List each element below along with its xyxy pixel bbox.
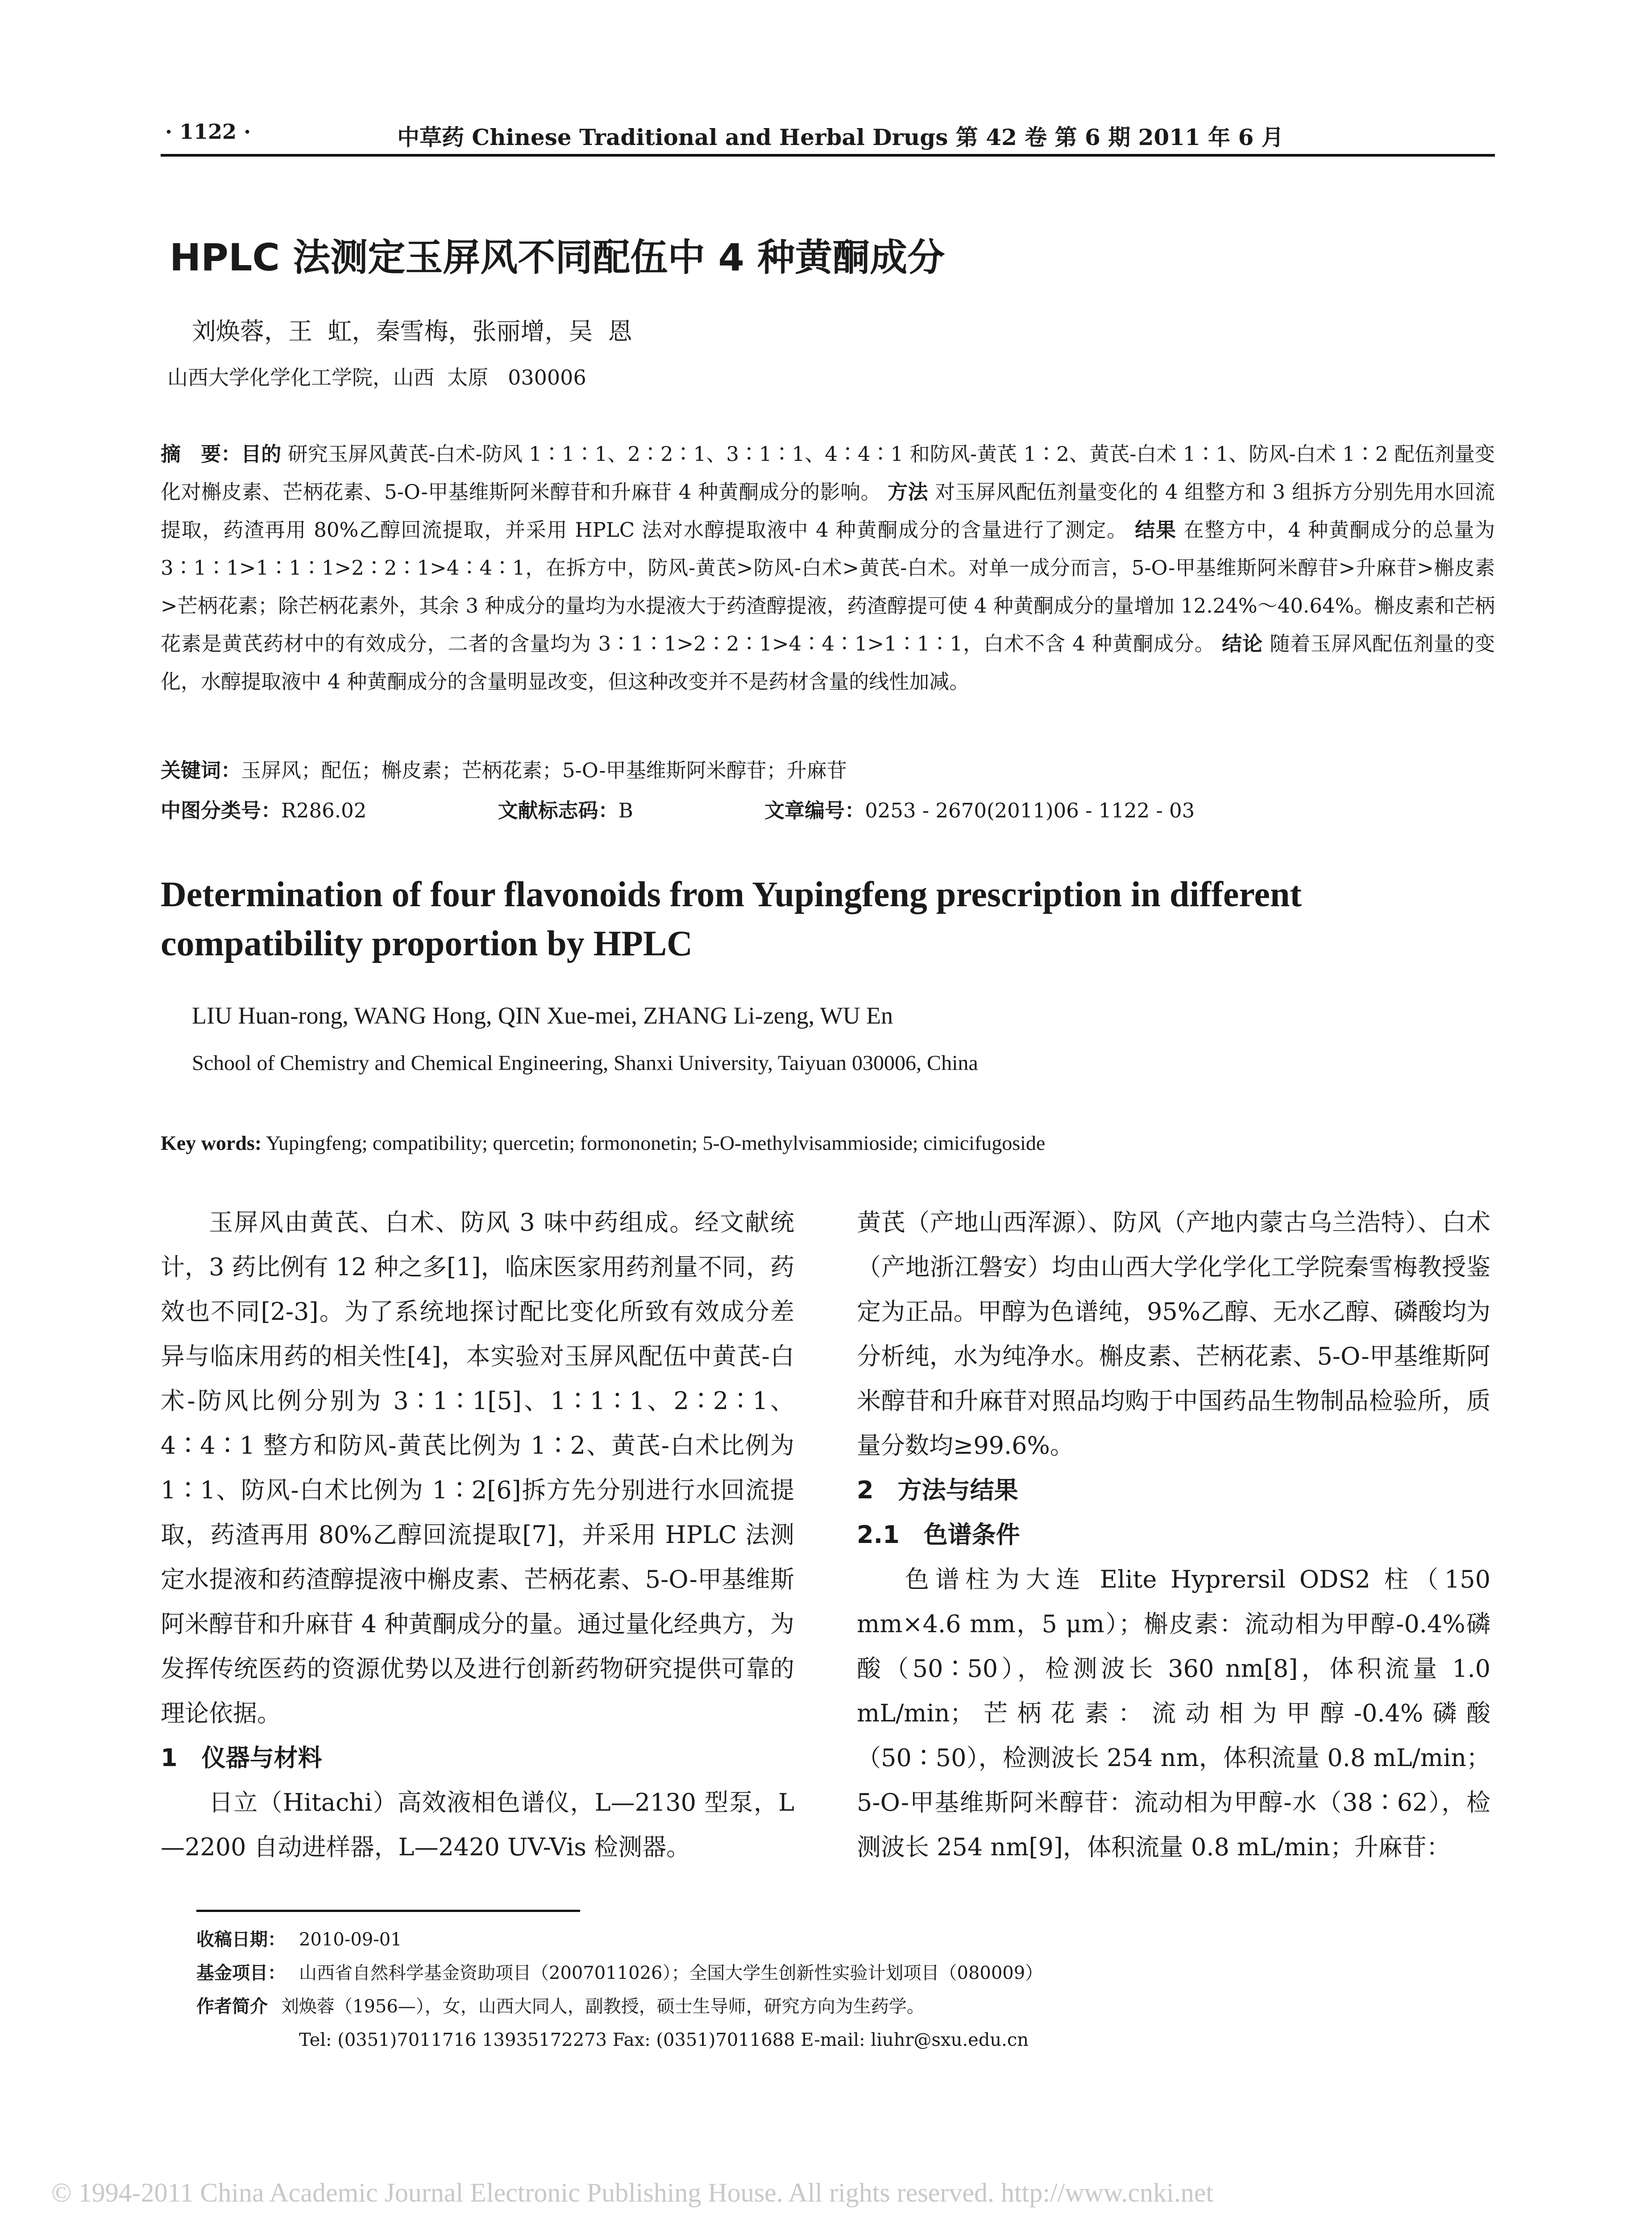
doc-code-value: B [618, 799, 633, 822]
chromatography-paragraph: 色谱柱为大连 Elite Hyprersil ODS2 柱（150 mm×4.6 mm，5 μm）；槲皮素：流动相为甲醇-0.4%磷酸（50∶50），检测波长 360 nm[8]，体积流量 1.0 mL/min；芒柄花素：流动相为甲醇-0.4%磷酸（50∶50），检测波长 254 nm，体积流量 0.8 mL/min；5-O-甲基维斯阿米醇苷：流动相为甲醇-水（38∶62），检测波长 254 nm[9]，体积流量 0.8 mL/min；升麻苷： [857, 1565, 1490, 1861]
doc-code-label: 文献标志码： [498, 799, 618, 822]
classification-line [161, 794, 1320, 823]
method-label: 方法 [888, 480, 929, 504]
section-heading-2: 2 方法与结果 [857, 1476, 1018, 1504]
copyright-notice: © 1994-2011 China Academic Journal Electronic Publishing House. All rights reserved. http://www.cnki.net [51, 2178, 1214, 2207]
materials-paragraph: 黄芪（产地山西浑源）、防风（产地内蒙古乌兰浩特）、白术（产地浙江磐安）均由山西大学化学化工学院秦雪梅教授鉴定为正品。甲醇为色谱纯，95%乙醇、无水乙醇、磷酸均为分析纯，水为纯净水。槲皮素、芒柄花素、5-O-甲基维斯阿米醇苷和升麻苷对照品均购于中国药品生物制品检验所，质量分数均≥99.6%。 [857, 1208, 1490, 1460]
footnotes [196, 1923, 1490, 2057]
result-text: 在整方中，4 种黄酮成分的总量为 3∶1∶1>1∶1∶1>2∶2∶1>4∶4∶1，在拆方中，防风-黄芪>防风-白术>黄芪-白术。对单一成分而言，5-O-甲基维斯阿米醇苷>升麻苷>槲皮素>芒柄花素；除芒柄花素外，其余 3 种成分的量均为水提液大于药渣醇提液，药渣醇提可使 4 种黄酮成分的量增加 12.24%～40.64%。槲皮素和芒柄花素是黄芪药材中的有效成分，二者的含量均为 3∶1∶1>2∶2∶1>4∶4∶1>1∶1∶1，白术不含 4 种黄酮成分。 [161, 518, 1495, 655]
author-bio [196, 1990, 1490, 2024]
fund-label: 基金项目： [196, 1963, 286, 1983]
result-label: 结果 [1135, 518, 1177, 542]
section-heading-2-1: 2.1 色谱条件 [857, 1521, 1020, 1549]
received-label: 收稿日期： [196, 1929, 286, 1950]
conclusion-text: 随着玉屏风配伍剂量的变化，水醇提取液中 4 种黄酮成分的含量明显改变，但这种改变并不是药材含量的线性加减。 [161, 632, 1495, 693]
author-bio-label: 作者简介 [196, 1996, 268, 2017]
keywords-chinese [161, 754, 847, 783]
abstract-chinese [161, 435, 1495, 701]
header-rule [161, 154, 1495, 157]
section-heading-1: 1 仪器与材料 [161, 1744, 322, 1772]
funding [196, 1957, 1490, 1990]
keywords-text: 玉屏风；配伍；槲皮素；芒柄花素；5-O-甲基维斯阿米醇苷；升麻苷 [241, 759, 847, 782]
title-english: Determination of four flavonoids from Yupingfeng prescription in different compatibility proportion by HPLC [161, 875, 1302, 963]
title-chinese: HPLC 法测定玉屏风不同配伍中 4 种黄酮成分 [170, 236, 945, 279]
affiliation-chinese: 山西大学化学化工学院，山西 太原 030006 [167, 365, 586, 390]
keywords-en-label: Key words: [161, 1132, 262, 1154]
abstract-label: 摘 要： [161, 442, 241, 466]
keywords-english [161, 1131, 1045, 1155]
article-number-value: 0253 - 2670(2011)06 - 1122 - 03 [865, 799, 1195, 822]
keywords-label: 关键词： [161, 759, 241, 782]
instrument-paragraph: 日立（Hitachi）高效液相色谱仪，L—2130 型泵，L—2200 自动进样器，L—2420 UV-Vis 检测器。 [161, 1788, 794, 1861]
clc-label: 中图分类号： [161, 799, 282, 822]
keywords-en-text: Yupingfeng; compatibility; quercetin; formononetin; 5-O-methylvisammioside; cimicifugoside [266, 1132, 1046, 1154]
authors-english: LIU Huan-rong, WANG Hong, QIN Xue-mei, ZHANG Li-zeng, WU En [192, 1002, 893, 1029]
clc-value: R286.02 [281, 799, 367, 822]
body-column-left [161, 1200, 794, 1870]
body-column-right [857, 1200, 1490, 1870]
objective-label: 目的 [241, 442, 282, 466]
objective-text: 研究玉屏风黄芪-白术-防风 1∶1∶1、2∶2∶1、3∶1∶1、4∶4∶1 和防风-黄芪 1∶2、黄芪-白术 1∶1、防风-白术 1∶2 配伍剂量变化对槲皮素、芒柄花素、5-O-甲基维斯阿米醇苷和升麻苷 4 种黄酮成分的影响。 [161, 442, 1495, 504]
footnote-rule [196, 1910, 580, 1912]
page-number: · 1122 · [165, 120, 251, 144]
article-number-label: 文章编号： [764, 799, 865, 822]
conclusion-label: 结论 [1222, 632, 1263, 655]
method-text: 对玉屏风配伍剂量变化的 4 组整方和 3 组拆方分别先用水回流提取，药渣再用 80%乙醇回流提取，并采用 HPLC 法对水醇提取液中 4 种黄酮成分的含量进行了测定。 [161, 480, 1495, 542]
contact-line: Tel: (0351)7011716 13935172273 Fax: (0351)7011688 E-mail: liuhr@sxu.edu.cn [299, 2030, 1029, 2050]
author-bio-value: 刘焕蓉（1956—），女，山西大同人，副教授，硕士生导师，研究方向为生药学。 [281, 1996, 925, 2017]
authors-chinese: 刘焕蓉，王 虹，秦雪梅，张丽增，吴 恩 [192, 317, 632, 345]
intro-paragraph: 玉屏风由黄芪、白术、防风 3 味中药组成。经文献统计，3 药比例有 12 种之多[1]，临床医家用药剂量不同，药效也不同[2-3]。为了系统地探讨配比变化所致有效成分差异与临床用药的相关性[4]，本实验对玉屏风配伍中黄芪-白术-防风比例分别为 3∶1∶1[5]、1∶1∶1、2∶2∶1、4∶4∶1 整方和防风-黄芪比例为 1∶2、黄芪-白术比例为 1∶1、防风-白术比例为 1∶2[6]拆方先分别进行水回流提取，药渣再用 80%乙醇回流提取[7]，并采用 HPLC 法测定水提液和药渣醇提液中槲皮素、芒柄花素、5-O-甲基维斯阿米醇苷和升麻苷 4 种黄酮成分的量。通过量化经典方，为发挥传统医药的资源优势以及进行创新药物研究提供可靠的理论依据。 [161, 1208, 794, 1727]
journal-line: 中草药 Chinese Traditional and Herbal Drugs 第 42 卷 第 6 期 2011 年 6 月 [397, 124, 1284, 150]
received-value: 2010-09-01 [299, 1929, 402, 1950]
affiliation-english: School of Chemistry and Chemical Engineering, Shanxi University, Taiyuan 030006, China [192, 1051, 978, 1075]
fund-value: 山西省自然科学基金资助项目（2007011026）；全国大学生创新性实验计划项目（080009） [299, 1963, 1043, 1983]
received-date [196, 1923, 1490, 1957]
